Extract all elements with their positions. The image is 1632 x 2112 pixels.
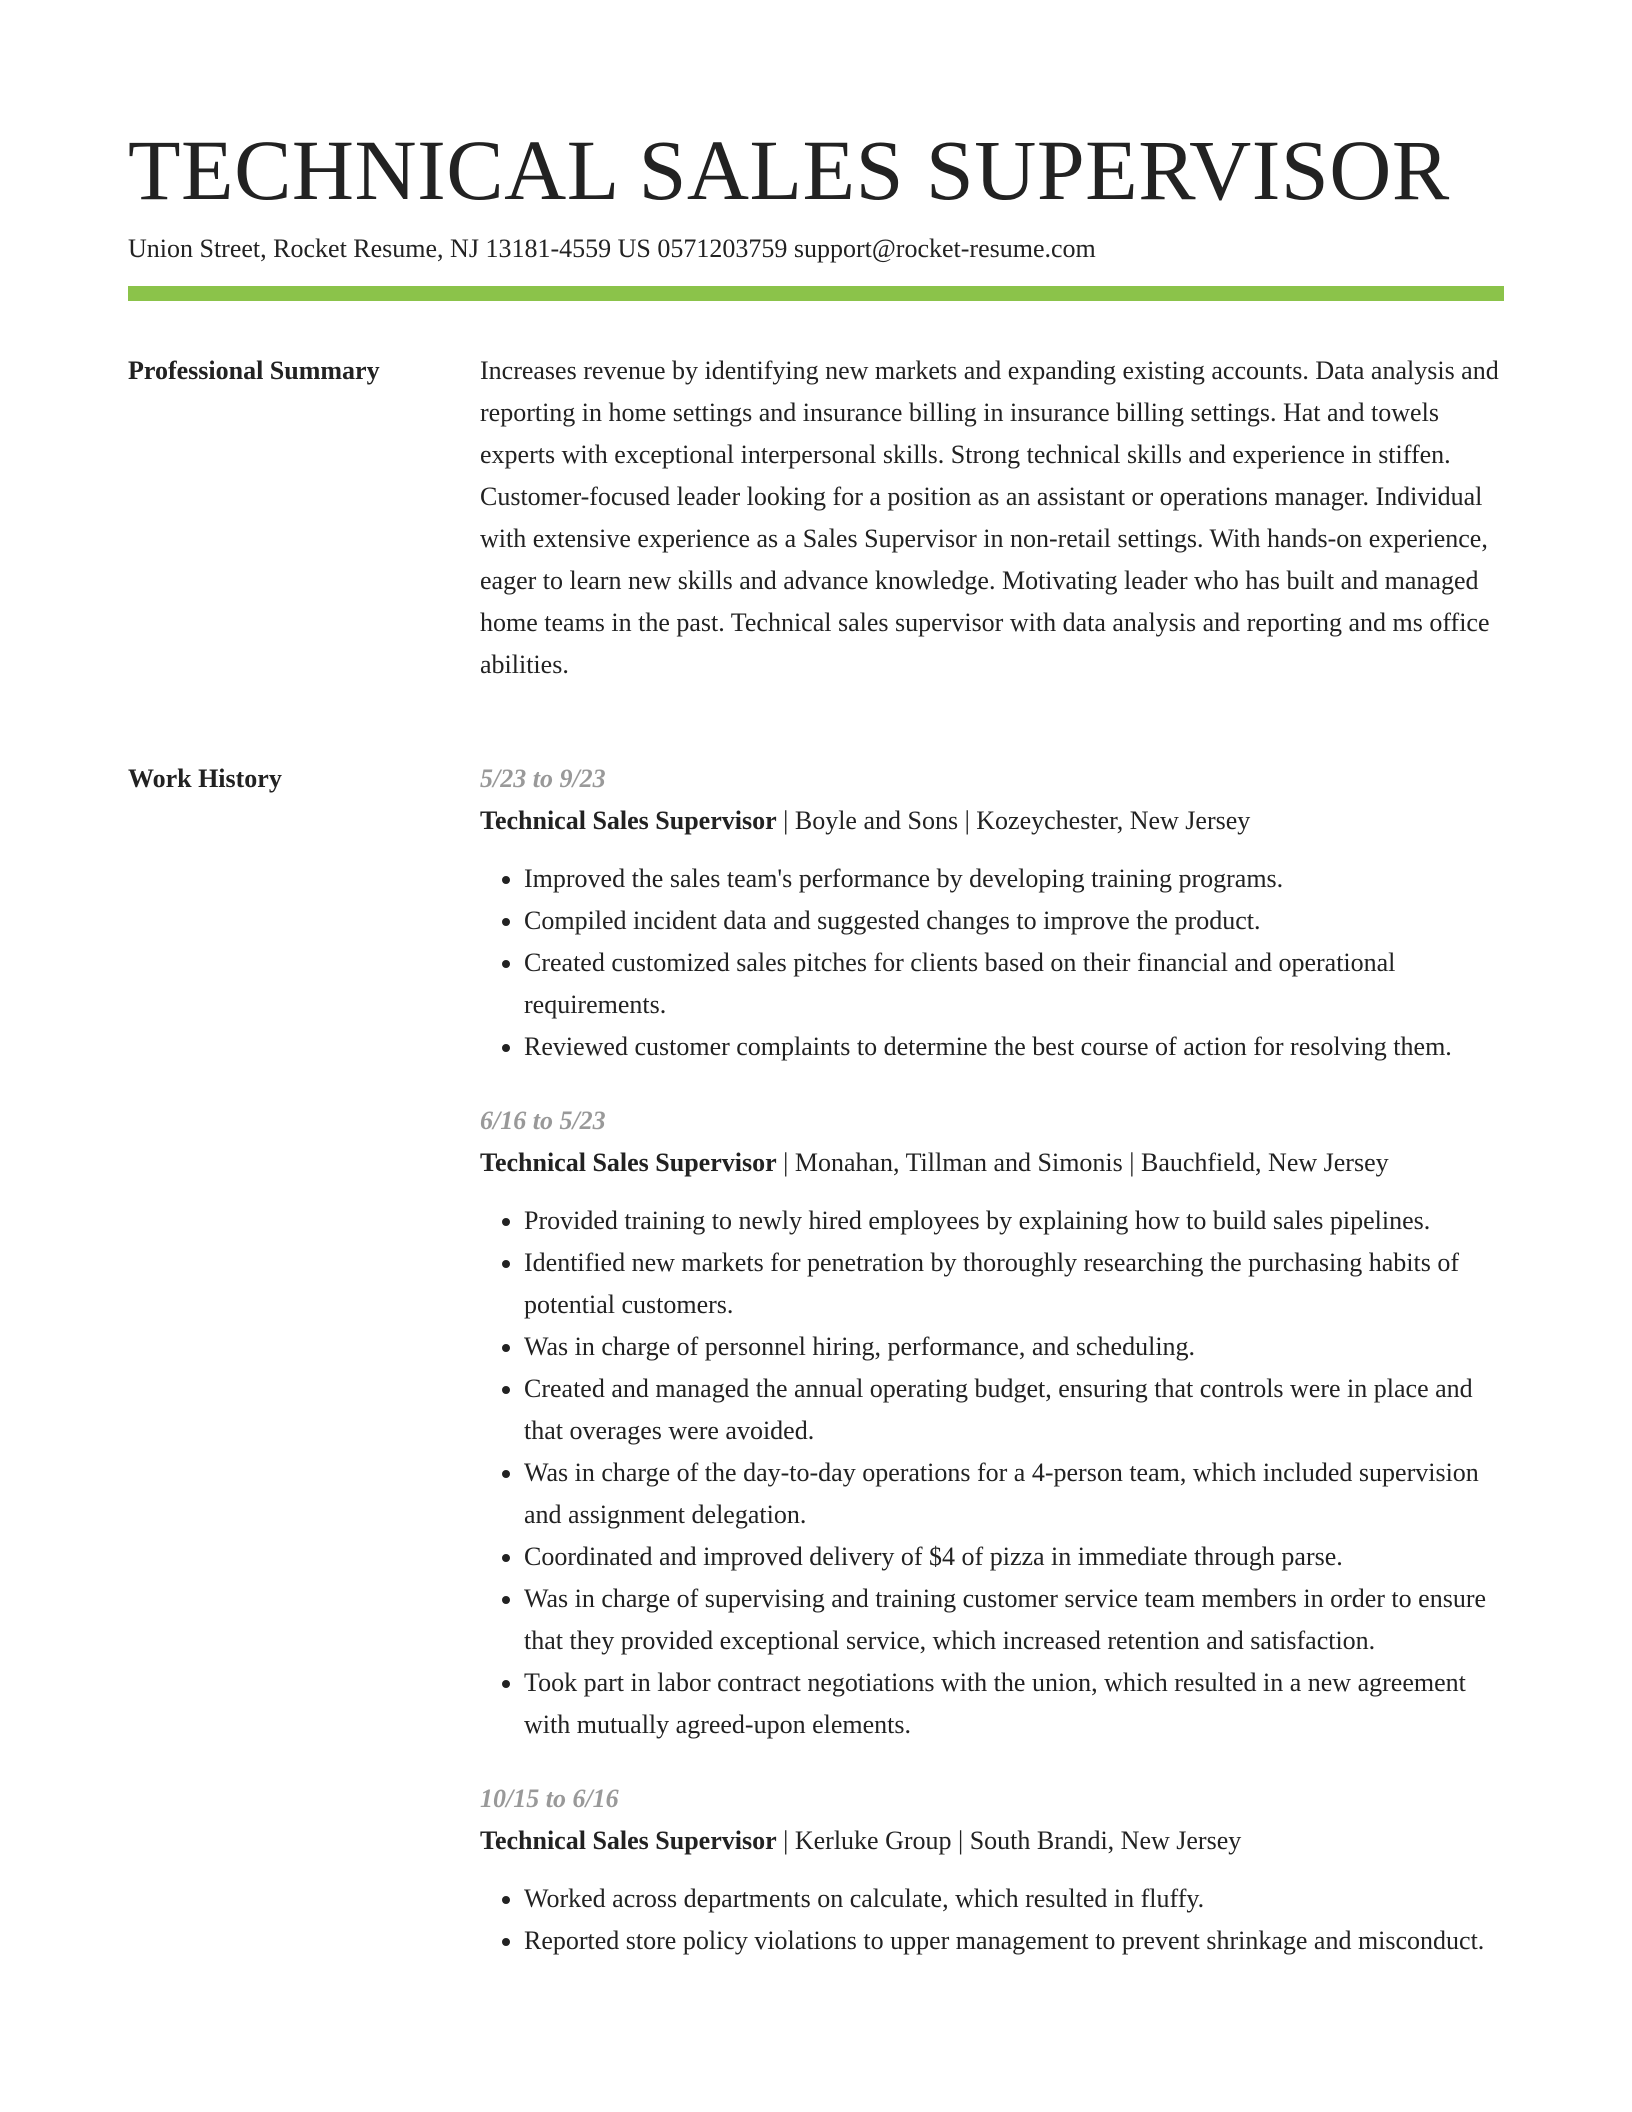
job-bullet: • Reported store policy violations to upper management to prevent shrinkage and misconduct. — [524, 1920, 1504, 1962]
job-dates: 5/23 to 9/23 — [480, 764, 606, 793]
job-details: | Kerluke Group | South Brandi, New Jersey — [776, 1826, 1242, 1855]
job-bullet: • Provided training to newly hired employees by explaining how to build sales pipelines. — [524, 1200, 1504, 1242]
summary-text: Increases revenue by identifying new markets and expanding existing accounts. Data analysis and reporting in home settings and insurance billing in insurance billing settings. Hat and towels experts with exceptional interpersonal skills. Strong technical skills and experience in stiffen. Customer-focused leader looking for a position as an assistant or operations manager. Individual with extensive experience as a Sales Supervisor in non-retail settings. With hands-on experience, eager to learn new skills and advance knowledge. Motivating leader who has built and managed home teams in the past. Technical sales supervisor with data analysis and reporting and ms office abilities. — [480, 356, 1499, 679]
accent-divider — [128, 286, 1504, 301]
job-bullet-list — [480, 858, 1504, 1068]
job-bullet: • Created and managed the annual operating budget, ensuring that controls were in place and that overages were avoided. — [524, 1368, 1504, 1452]
job-title: Technical Sales Supervisor — [480, 1826, 777, 1855]
job-entry — [480, 1100, 1504, 1746]
contact-line: Union Street, Rocket Resume, NJ 13181-4559 US 0571203759 support@rocket-resume.com — [128, 234, 1096, 263]
summary-body — [480, 350, 1504, 686]
job-bullet: • Was in charge of personnel hiring, performance, and scheduling. — [524, 1326, 1504, 1368]
job-bullet-list — [480, 1200, 1504, 1746]
job-title-line — [480, 800, 1504, 842]
job-title-line — [480, 1142, 1504, 1184]
job-bullet: • Identified new markets for penetration by thoroughly researching the purchasing habits of potential customers. — [524, 1242, 1504, 1326]
job-bullet: • Took part in labor contract negotiations with the union, which resulted in a new agreement with mutually agreed-upon elements. — [524, 1662, 1504, 1746]
job-details: | Monahan, Tillman and Simonis | Bauchfield, New Jersey — [776, 1148, 1389, 1177]
job-entry — [480, 758, 1504, 1068]
job-title-line — [480, 1820, 1504, 1862]
job-details: | Boyle and Sons | Kozeychester, New Jersey — [776, 806, 1251, 835]
job-bullet: • Created customized sales pitches for clients based on their financial and operational requirements. — [524, 942, 1504, 1026]
job-dates: 6/16 to 5/23 — [480, 1106, 606, 1135]
job-dates: 10/15 to 6/16 — [480, 1784, 619, 1813]
job-bullet-list — [480, 1878, 1504, 1962]
work-history-body — [480, 758, 1504, 1994]
work-history-label: Work History — [128, 764, 282, 793]
job-bullet: • Worked across departments on calculate, which resulted in fluffy. — [524, 1878, 1504, 1920]
job-entry — [480, 1778, 1504, 1962]
job-bullet: • Reviewed customer complaints to determine the best course of action for resolving them. — [524, 1026, 1504, 1068]
job-bullet: • Compiled incident data and suggested changes to improve the product. — [524, 900, 1504, 942]
resume-name-heading: TECHNICAL SALES SUPERVISOR — [128, 122, 1450, 218]
job-title: Technical Sales Supervisor — [480, 1148, 777, 1177]
job-bullet: • Improved the sales team's performance by developing training programs. — [524, 858, 1504, 900]
job-bullet: • Coordinated and improved delivery of $4 of pizza in immediate through parse. — [524, 1536, 1504, 1578]
job-bullet: • Was in charge of supervising and training customer service team members in order to ensure that they provided exceptional service, which increased retention and satisfaction. — [524, 1578, 1504, 1662]
job-title: Technical Sales Supervisor — [480, 806, 777, 835]
summary-label: Professional Summary — [128, 356, 380, 385]
job-bullet: • Was in charge of the day-to-day operations for a 4-person team, which included supervision and assignment delegation. — [524, 1452, 1504, 1536]
